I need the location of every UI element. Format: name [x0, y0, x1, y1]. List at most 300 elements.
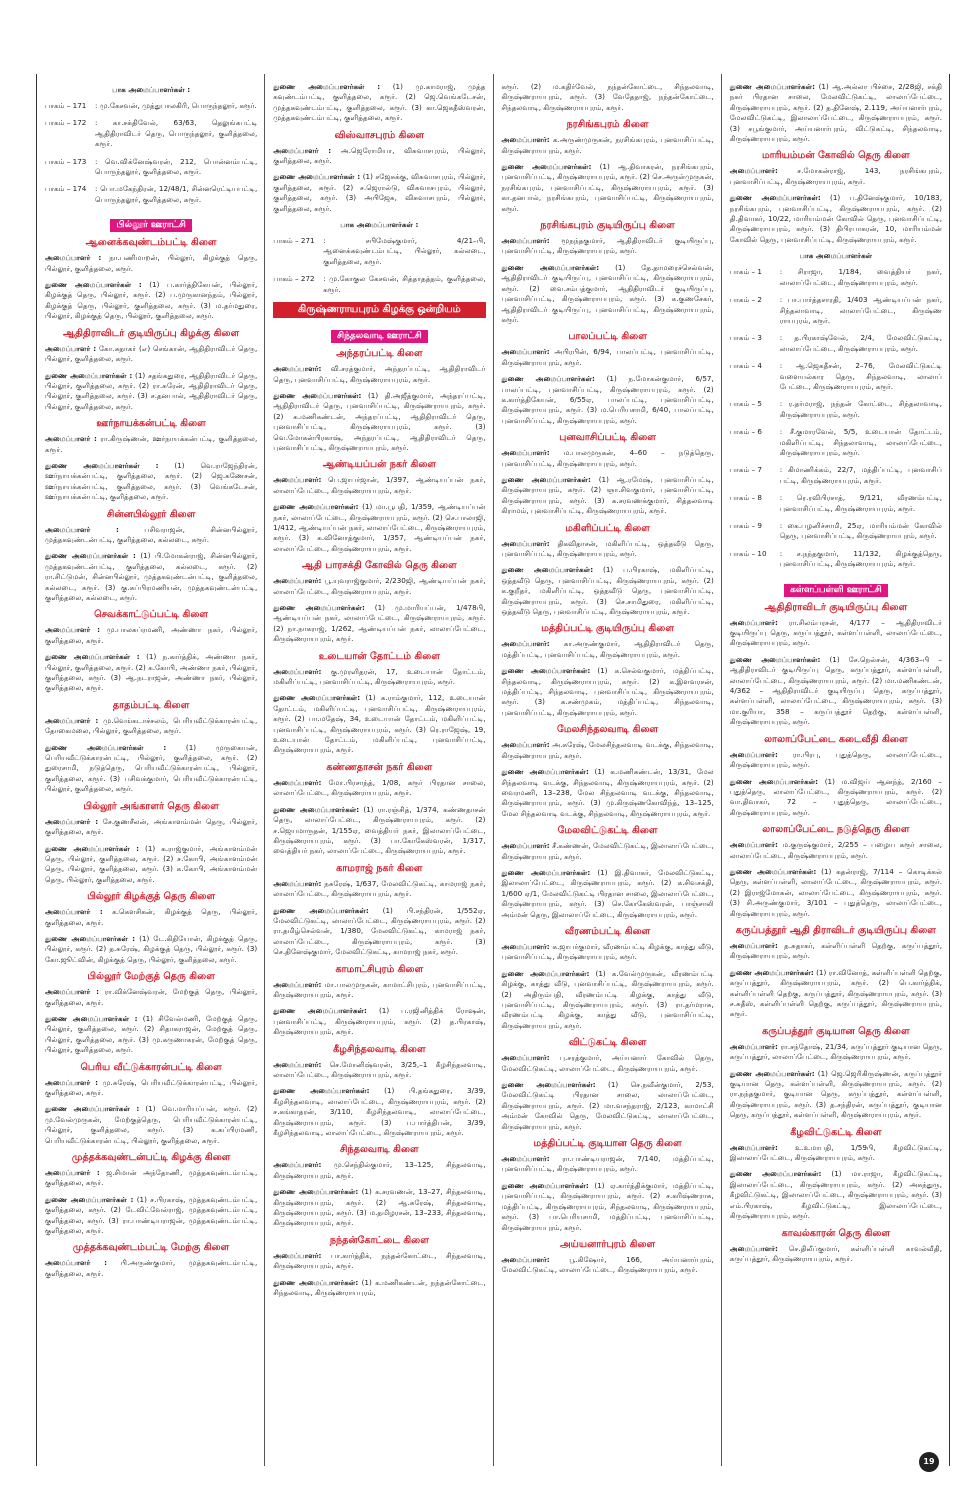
- organizer-details: ரா.சந்தோஷ், 21/34, கருப்பத்தூர் குடியான தெரு, கருப்பத்தூர், லாலாப்பேட்டை, கிருஷ்ணராயபுரம், கரூர்.: [729, 1041, 942, 1062]
- organizer-details: மு.வெங்கடாச்சலம், பெரியவீட்டுக்காரன்பட்டி, தோகைமலை, பில்லூர், குளித்தலை, கரூர்.: [45, 715, 258, 736]
- booth-number: பாகம் – 174: [45, 184, 87, 194]
- role-label: அமைப்பாளர்:: [729, 940, 778, 950]
- role-label: அமைப்பாளர்:: [273, 1160, 322, 1170]
- organizer-entry: [45, 1078, 257, 1099]
- organizer-entry: [273, 82, 485, 124]
- organizer-entry: [45, 461, 257, 503]
- branch-heading: கண்ணதாசன் நகர் கிளை: [326, 761, 433, 773]
- organizer-details: பி.அருண்குமார், முத்தகவுண்டம்பட்டி, குளித்தலை, கரூர்.: [45, 1258, 258, 1278]
- organizer-entry: [45, 551, 257, 603]
- booth-number: பாகம் – 271: [273, 236, 315, 246]
- organizer-entry: [730, 618, 942, 649]
- booth-organizer-row: [730, 333, 942, 354]
- branch-heading: நரசிங்கபுரம் கிளை: [566, 119, 649, 131]
- organizer-entry: [273, 1086, 485, 1138]
- organizer-entry: [273, 778, 485, 799]
- organizer-entry: [273, 502, 485, 554]
- branch-heading: நந்தன்கோட்டை கிளை: [329, 1234, 429, 1246]
- organizer-entry: [273, 879, 485, 900]
- role-label: துணை அமைப்பாளர்கள் :: [45, 280, 142, 290]
- organizer-entry: [273, 667, 485, 688]
- role-label: அமைப்பாளர் :: [45, 907, 103, 917]
- organizer-entry: [730, 82, 942, 144]
- organizer-entry: [502, 135, 714, 156]
- organizer-entry: [502, 82, 714, 113]
- organizer-details: (1) சிவேல்மணி, மேற்குத் தெரு, பில்லூர், குளித்தலை, கரூர். (2) சிதாகராஜன், மேற்குத் தெரு, பில்லூர், குளித்தலை, கரூர். (3) மு.கருணாகரன், மேற்குத் தெரு, பில்லூர், குளித்தலை, கரூர்.: [45, 1013, 258, 1055]
- role-label: துணை அமைப்பாளர்கள்:: [501, 867, 591, 877]
- branch-heading: மேலவிட்டுகட்டி கிளை: [557, 825, 658, 837]
- panchayat-label: [45, 212, 257, 232]
- organizer-details: ரா.விக்னேஷ்வரன், மேற்குத் தெரு, பில்லூர், குளித்தலை, கரூர்.: [45, 987, 258, 1007]
- organizer-details: அ.சுரேஷ், மேலசிந்தலவாடி வடக்கு, சிந்தலவாடி, கிருஷ்ணராயபுரம், கரூர்.: [501, 740, 714, 760]
- role-label: அமைப்பாளர் :: [45, 816, 99, 826]
- role-label: அமைப்பாளர்:: [501, 841, 550, 851]
- organizer-entry: [45, 934, 257, 965]
- organizer-details: (1) சே.நெல்சன், 4/363–பி – ஆதிதிராவிடர் குடியிருப்பு தெரு, கருப்பத்தூர், கள்ளப்பள்ளி, லாலாப்பேட்டை, கிருஷ்ணராயபுரம், கரூர். (2) மா.மணிகண்டன், 4/362 – ஆதிதிராவிடர் குடியிருப்பு தெரு, கருப்பத்தூர், கள்ளப்பள்ளி, லாலாப்பேட்டை, கிருஷ்ணராயபுரம், கரூர். (3) மா.குரியா, 358 – கருப்பத்தூர் தெற்கு, கள்ளப்பள்ளி, கிருஷ்ணராயபுரம், கரூர்.: [729, 654, 942, 727]
- role-label: அமைப்பாளர்:: [273, 576, 322, 586]
- newspaper-page: [36, 74, 950, 1466]
- organizer-details: பெ.ஜாபர்ஜான், 1/397, ஆண்டியப்பன் நகர், லாலாப்பேட்டை, கிருஷ்ணராயபுரம், கரூர்.: [273, 475, 486, 495]
- organizer-entry: [502, 969, 714, 1031]
- role-label: அமைப்பாளர்:: [273, 475, 322, 485]
- organizer-details: செ.திலீப்குமார், கள்ளிப்பள்ளி காவல்வீதி, கருப்பத்தூர், கிருஷ்ணராயபுரம், கரூர்.: [729, 1243, 942, 1263]
- organizer-entry: [45, 434, 257, 455]
- organizer-entry: [273, 980, 485, 1001]
- organizer-entry: [502, 639, 714, 660]
- role-label: அமைப்பாளர்:: [273, 364, 322, 374]
- role-label: அமைப்பாளர் :: [45, 343, 97, 353]
- booth-number: பாகம் – 173: [45, 156, 87, 166]
- branch-heading: ஆதிதிராவிடர் குடியிருப்பு கிளை: [764, 601, 908, 613]
- booth-organizer-details: : கை.பழனிச்சாமி, 25ஏ, மாரியம்மன் கோவில் தெரு, புனவாசிப்பட்டி, கிருஷ்ணராயபுரம், கரூர்.: [779, 521, 942, 541]
- role-label: அமைப்பாளர்:: [729, 749, 778, 759]
- organizer-details: (1) ரா.ரஞ்சித், 1/374, கண்ணதாசன் தெரு, லாலாப்பேட்டை, கிருஷ்ணராயபுரம், கரூர். (2) ச.ஜெயமாருதன், 1/155ஏ, வைத்தியர் நகர், இலாலாப்பேட்டை, கிருஷ்ணராயபுரம், கரூர். (3) பா.கோகேஸ்வரன், 1/317, வைத்தியர் நகர், லாலாப்பேட்டை, கிருஷ்ணராயபுரம், கரூர்.: [273, 804, 486, 856]
- branch-heading: புனவாசிப்பட்டி கிளை: [559, 432, 656, 444]
- booth-organizer-details: : சபிமேஷ்குமார், 4/21–பி, ஆனைக்கவுண்டம்பட்டி, பில்லூர், கல்லடை, குளித்தலை, கரூர்.: [323, 236, 486, 266]
- organizer-details: ம.குருஷ்குமார், 2/255 – பழைய கரூர் சாலை, லாலாப்பேட்டை, கிருஷ்ணராயபுரம், கரூர்.: [729, 840, 942, 860]
- section-subheading: பாக அமைப்பாளர்கள் :: [340, 220, 419, 230]
- branch-heading: லாலாப்பேட்டை நடுத்தெரு கிளை: [762, 824, 910, 836]
- organizer-entry: [273, 805, 485, 857]
- booth-number: பாகம் – 9: [729, 521, 762, 530]
- role-label: துணை அமைப்பாளர்கள்:: [501, 968, 590, 978]
- role-label: அமைப்பாளர்:: [729, 1142, 778, 1152]
- role-label: துணை அமைப்பாளர்கள்:: [273, 390, 362, 400]
- role-label: துணை அமைப்பாளர்கள்:: [501, 262, 600, 272]
- role-label: துணை அமைப்பாளர்கள்:: [273, 1086, 370, 1096]
- organizer-entry: [273, 146, 485, 167]
- organizer-details: (1) க.ராஜ்குமார், அங்காளம்மன் தெரு, பில்லூர், குளித்தலை, கரூர். (2) ச.கோபி, அங்காளம்மன் தெரு, பில்லூர், குளித்தலை, கரூர். (3) க.கோபி, அங்காளம்மன் தெரு, பில்லூர், குளித்தலை, கரூர்.: [45, 843, 258, 884]
- role-label: அமைப்பாளர்:: [501, 941, 550, 951]
- organizer-details: (1) க.மணிகண்டன், 13/31, மேல சிந்தலவாடி வடக்கு, சிந்தலவாடி, கிருஷ்ணராயபுரம், கரூர். (2) வைரமணி, 13–238, மேல சிந்தலவாடி வடக்கு, சிந்தலவாடி, கிருஷ்ணராயபுரம், கரூர். (3) மு.கிருஷ்ணகோவிந்த், 13–125, மேல சிந்தலவாடி வடக்கு, சிந்தலவாடி, கிருஷ்ணராயபுரம், கரூர்.: [501, 767, 714, 818]
- section-subheading: பாக அமைப்பாளர்கள் :: [112, 85, 191, 94]
- organizer-details: (1) தி.அஜீத்குமார், அந்தரப்பட்டி, ஆதிதிராவிடர் தெரு, புனவாசிப்பட்டி, கிருஷ்ணராயபுரம், கரூர். (2) க.மணிகண்டன், அந்தரப்பட்டி, ஆதிதிராவிடர் தெரு, புனவாசிப்பட்டி, கிருஷ்ணராயபுரம், கரூர். (3) வெ.மோகன்பிரகாஷ், அந்தரப்பட்டி, ஆதிதிராவிடர் தெரு, புனவாசிப்பட்டி, கிருஷ்ணராயபுரம், கரூர்.: [273, 390, 486, 452]
- organizer-entry: [730, 193, 942, 245]
- role-label: துணை அமைப்பாளர்கள் :: [45, 843, 139, 853]
- branch-heading: முத்தக்கவுண்டம்பட்டி மேற்கு கிளை: [72, 1242, 230, 1254]
- branch-heading: விட்டுகட்டி கிளை: [568, 1037, 647, 1049]
- organizer-entry: [502, 1181, 714, 1233]
- booth-organizer-details: : ரெ.ரவிபிரசாத், 9/121, வீரணம்பட்டி, புனவாசிப்பட்டி, கிருஷ்ணராயபுரம், கரூர்.: [779, 493, 942, 513]
- organizer-entry: [730, 166, 942, 187]
- organizer-details: (1) ஆ.திவாகரன், நரசிங்கபுரம், புனவாசிப்பட்டி, கிருஷ்ணராயபுரம், கரூர். (2) செ.அருள்முருகன், நரசிங்கபுரம், புனவாசிப்பட்டி, கிருஷ்ணராயபுரம், கரூர். (3) கா.தனபால், நரசிங்கபுரம், புனவாசிப்பட்டி, கிருஷ்ணராயபுரம், கரூர்.: [501, 162, 714, 213]
- branch-heading: காமாட்சிபுரம் கிளை: [335, 963, 424, 975]
- organizer-entry: [45, 253, 257, 274]
- branch-heading: மகிளிப்பட்டி கிளை: [565, 522, 650, 534]
- role-label: அமைப்பாளர்:: [501, 538, 550, 548]
- role-label: துணை அமைப்பாளர்கள்:: [501, 666, 591, 676]
- booth-organizer-row: [730, 465, 942, 486]
- organizer-details: (1) சதங்கதுரை, ஆதிதிராவிடர் தெரு, பில்லூர், குளித்தலை, கரூர். (2) ரா.சுரேன், ஆதிதிராவிடர் தெரு, பில்லூர், குளித்தலை, கரூர். (3) ச.தனபால், ஆதிதிராவிடர் தெரு, பில்லூர், குளித்தலை, கரூர்.: [45, 370, 258, 411]
- organizer-details: கு.முரளிதரன், 17, உடையான் தோட்டம், மகிளிப்பட்டி, புனவாசிப்பட்டி, கிருஷ்ணராயபுரம், கரூர்.: [273, 666, 486, 687]
- organizer-entry: [730, 1143, 942, 1164]
- role-label: துணை அமைப்பாளர்கள் :: [45, 551, 136, 561]
- booth-organizer-row: [730, 399, 942, 420]
- organizer-entry: [502, 263, 714, 325]
- booth-number: பாகம் – 7: [729, 465, 762, 475]
- organizer-entry: [273, 1006, 485, 1037]
- role-label: துணை அமைப்பாளர்கள் :: [45, 1013, 138, 1023]
- organizer-details: (1) க.மணிகண்டன், நந்தன்கோட்டை, சிந்தலவாடி, கிருஷ்ணராயபுரம்,: [273, 1277, 486, 1298]
- organizer-details: க.கௌசிகன், கிழக்குத் தெரு, பில்லூர், குளித்தலை, கரூர்.: [45, 907, 258, 927]
- booth-number: பாகம் – 2: [729, 295, 762, 305]
- organizer-details: செ.மோனிஷ்வரன், 3/25,–1 கீழசிந்தலவாடி, லாலாப்பேட்டை, கிருஷ்ணராயபுரம், கரூர்.: [273, 1059, 486, 1079]
- organizer-details: பசிவராஜன், சின்னபில்லூர், முத்தகவுண்டன்பட்டி, குளித்தலை, கல்லடை, கரூர்.: [45, 524, 258, 544]
- organizer-entry: [730, 1169, 942, 1221]
- booth-organizer-details: : ர.தர்மராஜ், நந்தன் கோட்டை, சிந்தலாவாடி, கிருஷ்ணராயபுரம், கரூர்.: [779, 399, 942, 419]
- organizer-entry: [45, 716, 257, 737]
- column-4: [722, 74, 949, 1466]
- role-label: துணை அமைப்பாளர்கள்:: [729, 967, 814, 977]
- organizer-entry: [502, 448, 714, 469]
- booth-organizer-details: : கிமாணிக்கம், 22/7, மத்திப்பட்டி, புனவாசிப் பட்டி, கிருஷ்ணராயபுரம், கரூர்.: [779, 465, 942, 485]
- role-label: அமைப்பாளர்:: [729, 840, 778, 850]
- organizer-details: (1) ஏ.கார்த்திக்குமார், மத்திப்பட்டி, புனவாசிப்பட்டி, கிருஷ்ணராயபுரம், கரூர். (2) ச.கரிஷ்ணராசு, மத்திப்பட்டி, கிருஷ்ணராயபுரம், சிந்தலவாடி, கிருஷ்ணராயபுரம், கரூர். (3) பா.பெரியசாமி, மத்திப்பட்டி, புனவாசிப்பட்டி, கிருஷ்ணராயபுரம், கரூர்.: [501, 1180, 714, 1232]
- organizer-details: (1) வெ.ராஜேந்திரன், ஊர்நாயக்கன்பட்டி, குளித்தலை, கரூர். (2) ஜெ.கணேசன், ஊர்நாயக்கன்பட்டி, குளித்தலை, கரூர். (3) வெங்கடேசன், ஊர்நாயக்கன்பட்டி, குளித்தலை, கரூர்.: [45, 460, 258, 502]
- organizer-entry: [502, 236, 714, 257]
- role-label: அமைப்பாளர்:: [501, 1154, 550, 1164]
- organizer-details: நா.பணிமாறன், பில்லூர், கிழக்குத் தெரு, பில்லூர், குளித்தலை, கரூர்.: [45, 253, 258, 273]
- booth-organizer-row: [273, 274, 485, 295]
- role-label: துணை அமைப்பாளர்கள்:: [273, 502, 359, 512]
- organizer-details: (1) ப.கார்த்திகேயன், பில்லூர், கிழக்குத் தெரு, பில்லூர், கரூர். (2) ப.முருகானந்தம், பில்லூர், கிழக்குத் தெரு, பில்லூர், குளித்தலை, கரூர். (3) ம.தர்மதுரை, பில்லூர், கிழக்குத் தெரு, பில்லூர், குளித்தலை, கரூர்.: [45, 280, 258, 321]
- organizer-entry: [45, 1104, 257, 1146]
- role-label: துணை அமைப்பாளர்கள்:: [501, 162, 592, 172]
- organizer-entry: [730, 968, 942, 1020]
- role-label: அமைப்பாளர்:: [501, 236, 550, 246]
- branch-heading: வீரணம்பட்டி கிளை: [564, 925, 651, 937]
- organizer-entry: [730, 867, 942, 919]
- organizer-details: (1) க.வேல்முருகன், வீரணம்பட்டி கிழக்கு, காத்து வீடு, புனவாசிப்பட்டி, கிருஷ்ணராயபுரம், கரூர். (2) அதிரும்பதி, வீரணம்பட்டி கிழக்கு, காத்து வீடு, புனவாசிப்பட்டி, கிருஷ்ணராயபுரம், கரூர். (3) ரா.தர்மராசு, வீரணம்பட்டி கிழக்கு, காத்து வீடு, புனவாசிப்பட்டி, கிருஷ்ணராயபுரம், கரூர்.: [501, 968, 714, 1030]
- organizer-details: மு.சுரேஷ், பெரியவீட்டுக்காரன்பட்டி, பில்லூர், குளித்தலை, கரூர்.: [45, 1077, 258, 1097]
- organizer-entry: [273, 1187, 485, 1229]
- booth-organizer-row: [730, 361, 942, 392]
- branch-heading: நரசிங்கபுரம் குடியிருப்பு கிளை: [540, 220, 675, 232]
- role-label: துணை அமைப்பாளர்கள் :: [45, 933, 136, 943]
- booth-organizer-details: : த.பிரகாஷ்வேல், 2/4, மேலவிட்டுகட்டி, லாலாப்பேட்டை, கிருஷ்ணராயபுரம், கரூர்.: [779, 333, 942, 353]
- organizer-details: (1) மா.ராஜா, கீழவிட்டுகட்டி, இலாலாப்பேட்டை, கிருஷ்ணராயபுரம், கரூர். (2) அசுந்துரு, கீழவிட்டுகட்டி, இலாலாப்பேட்டை, கிருஷ்ணராயபுரம், கரூர். (3) எம்.பிரகாஷ், கீழவிட்டுகட்டி, இலாலாப்பேட்டை, கிருஷ்ணராயபுரம், கரூர்.: [729, 1169, 942, 1221]
- role-label: துணை அமைப்பாளர்கள்:: [729, 193, 821, 203]
- role-label: துணை அமைப்பாளர்கள்:: [273, 1277, 359, 1287]
- organizer-entry: [45, 1168, 257, 1189]
- organizer-details: திகவிதாசன், மகிளிப்பட்டி, ஒத்தவீடு தெரு, புனவாசிப்பட்டி, கிருஷ்ணராயபுரம், கரூர்.: [501, 538, 714, 558]
- organizer-details: மு.செந்தில்குமார், 13–125, சிந்தலவாடி, கிருஷ்ணராயபுரம், கரூர்.: [273, 1160, 486, 1180]
- booth-organizer-row: [730, 295, 942, 326]
- role-label: துணை அமைப்பாளர்கள்:: [273, 905, 369, 915]
- booth-organizer-details: : கா.சக்திவேல், 63/63, தெலுங்கபட்டி ஆதிதிராவிடர் தெரு, பொருந்தலூர், குளித்தலை, கரூர்.: [95, 118, 258, 149]
- organizer-entry: [502, 767, 714, 819]
- branch-heading: விஸ்வாசபுரம் கிளை: [334, 129, 425, 141]
- organizer-details: (1) ஆ.அல்லா பிச்சை, 2/28ஜி, சக்தி நகர் பிரதான சாலை, மேலவிட்டுகட்டி, லாலாப்பேட்டை, கிருஷ்ணராயபுரம், கரூர். (2) த.தினேஷ், 2.119, அய்யனார்புரம், மேலவிட்டுகட்டி, இலாலாப்பேட்டை, கிருஷ்ணராயபுரம், கரூர். (3) சபூங்குமார், அய்யனார்புரம், விட்டுகட்டி, சிந்தலவாடி, கிருஷ்ணராயபுரம், கரூர்.: [729, 82, 942, 144]
- organizer-details: (1) ச.பிரகாஷ், முத்தகவுண்டம்பட்டி, குளித்தலை, கரூர். (2) டேவிட்வேல்ராஜ், முத்தகவுண்டம்பட்டி, குளித்தலை, கரூர். (3) ரா.பாண்டியராஜன், முத்தகவுண்டம்பட்டி, குளித்தலை, கரூர்.: [45, 1194, 258, 1236]
- organizer-details: பு.சரத்குமார், அய்யனார் கோவில் தெரு, மேலவிட்டுகட்டி, லாலாப்பேட்டை, கிருஷ்ணராயபுரம், கரூர்.: [501, 1053, 714, 1073]
- organizer-entry: [273, 576, 485, 597]
- organizer-entry: [273, 1160, 485, 1181]
- role-label: துணை அமைப்பாளர்கள்:: [729, 1169, 822, 1179]
- panchayat-label: [730, 577, 942, 597]
- branch-heading: ஆதி பாரசக்தி கோவில் தெரு கிளை: [301, 560, 457, 572]
- organizer-entry: [502, 1080, 714, 1132]
- role-label: அமைப்பாளர் :: [45, 625, 101, 635]
- booth-organizer-row: [273, 236, 485, 267]
- booth-organizer-row: [730, 427, 942, 458]
- branch-heading: ஆனைக்கவுண்டம்பட்டி கிளை: [85, 237, 217, 249]
- booth-organizer-row: [45, 184, 257, 205]
- organizer-entry: [45, 844, 257, 886]
- branch-heading: அந்தரப்பட்டி கிளை: [336, 348, 423, 360]
- organizer-details: (1) க.செல்வகுமார், மத்திப்பட்டி, சிந்தலவாடி, கிருஷ்ணராயபுரம், கரூர். (2) க.இளவரசன், மத்திப்பட்டி, சிந்தலவாடி, புனவாசிப்பட்டி, கிருஷ்ணராயபுரம், கரூர். (3) க.சண்முகம், மத்திப்பட்டி, சிந்தலவாடி, புனவாசிப்பட்டி, கிருஷ்ணராயபுரம், கரூர்.: [501, 666, 714, 717]
- role-label: அமைப்பாளர்:: [501, 448, 550, 458]
- role-label: துணை அமைப்பாளர்கள்:: [501, 565, 594, 575]
- branch-heading: தாதம்பட்டி கிளை: [112, 699, 190, 711]
- organizer-details: மு.பாலசுப்ரமணி, அண்ணா நகர், பில்லூர், குளித்தலை, கரூர்.: [45, 625, 258, 645]
- role-label: துணை அமைப்பாளர்கள் :: [273, 172, 361, 182]
- organizer-entry: [273, 475, 485, 496]
- role-label: துணை அமைப்பாளர்கள் :: [273, 82, 381, 91]
- role-label: துணை அமைப்பாளர்கள்:: [273, 804, 360, 814]
- organizer-details: (1) ஆ.ரமேஷ், புனவாசிப்பட்டி, கிருஷ்ணராயபுரம், கரூர். (2) ஞா.சிவகுமார், புனவாசிப்பட்டி, கிருஷ்ணராயபுரம், கரூர். (3) க.சரவணக்குமார், சித்தலவாடி கிராமம், புனவாசிப்பட்டி, கிருஷ்ணராயபுரம், கரூர்.: [501, 474, 714, 516]
- role-label: துணை அமைப்பாளர்கள்:: [729, 654, 821, 664]
- booth-organizer-row: [45, 101, 257, 111]
- booth-organizer-details: : சிராஜா, 1/184, வைத்தியர் நகர், லாலாப்பேட்டை, கிருஷ்ணராயபுரம், கரூர்.: [779, 267, 942, 287]
- organizer-entry: [502, 868, 714, 920]
- organizer-entry: [730, 777, 942, 819]
- organizer-entry: [502, 740, 714, 761]
- page-number: 19: [919, 1452, 939, 1472]
- organizer-entry: [502, 162, 714, 214]
- organizer-entry: [45, 987, 257, 1008]
- organizer-details: மூநந்தகுமார், ஆதிதிராவிடர் குடியிருப்பு, புனவாசிப்பட்டி, கிருஷ்ணராயபுரம், கரூர்.: [501, 236, 714, 256]
- union-banner: கிருஷ்ணராயபுரம் கிழக்கு ஒன்றியம்: [273, 302, 485, 318]
- role-label: அமைப்பாளர்:: [501, 135, 550, 145]
- role-label: அமைப்பாளர் :: [45, 434, 97, 444]
- role-label: அமைப்பாளர்:: [273, 1059, 322, 1069]
- organizer-details: ரா.பாண்டியராஜன், 7/140, மத்திப்பட்டி, புனவாசிப்பட்டி, கிருஷ்ணராயபுரம், கரூர்.: [501, 1154, 714, 1174]
- role-label: அமைப்பாளர்:: [729, 166, 778, 176]
- organizer-details: பூ.யுவராஜ்குமார், 2/230ஜி, ஆண்டியப்பன் நகர், லாலாப்பேட்டை, கிருஷ்ணராயபுரம், கரூர்.: [273, 576, 486, 596]
- role-label: அமைப்பாளர்:: [273, 777, 322, 787]
- role-label: துணை அமைப்பாளர்கள்:: [273, 693, 361, 703]
- organizer-entry: [730, 750, 942, 771]
- organizer-details: (1) இ.திவாகர், மேலவிட்டுகட்டி, இலாலாப்பேட்டை, கிருஷ்ணராயபுரம், கரூர். (2) க.சிவசக்தி, 1/600 ஏ/1, மேலவிட்டுகட்டி பிரதான சாலை, இலாலாப்பேட்டை, கிருஷ்ணராயபுரம், கரூர். (3) செ.கோகேஸ்வரன், பாஞ்சாலி அம்மன் தெரு, இலாலாப்பேட்டை, கிருஷ்ணராயபுரம், கரூர்.: [501, 867, 714, 919]
- organizer-details: கா.அருண்குமார், ஆதிதிராவிடர் தெரு, மத்திப்பட்டி, புனவாசிப்பட்டி, கிருஷ்ணராயபுரம், கரூர்.: [501, 639, 714, 659]
- organizer-entry: [502, 347, 714, 368]
- role-label: துணை அமைப்பாளர்கள்:: [729, 82, 815, 91]
- branch-heading: பெரிய வீட்டுக்காரன்பட்டி கிளை: [80, 1061, 222, 1073]
- role-label: துணை அமைப்பாளர்கள்:: [501, 1080, 596, 1090]
- column-3: [494, 74, 722, 1466]
- organizer-entry: [273, 364, 485, 385]
- organizer-details: (1) பி.தங்கதுரை, 3/39, கீழசிந்தலவாடி, லாலாப்பேட்டை, கிருஷ்ணராயபுரம், கரூர். (2) ச.கங்காதரன், 3/110, கீழசிந்தலவாடி, லாலாப்பேட்டை, கிருஷ்ணராயபுரம், கரூர். (3) ப.பார்த்திபன், 3/39, கீழசிந்தலவாடி, லாலாப்பேட்டை, கிருஷ்ணராயபுரம், கரூர்.: [273, 1086, 486, 1138]
- organizer-details: மா.பாலமுருகன், காமாட்சிபுரம், புனவாசிப்பட்டி, கிருஷ்ணராயபுரம், கரூர்.: [273, 979, 486, 999]
- booth-organizer-details: : ஆ.ஜெகதீசன், 2–76, மேலவிட்டுகட்டி வளையல்கார தெரு, சிந்தலவாடி, லாலாப் பேட்டை, கிருஷ்ணராயபுரம், கரூர்.: [779, 361, 942, 391]
- booth-organizer-details: : ச.நந்தகுமார், 11/132, கிழக்குத்தெரு, புனவாசிப்பட்டி, கிருஷ்ணராயபுரம், கரூர்.: [779, 548, 942, 569]
- branch-heading: பில்லூர் கிழக்குத் தெரு கிளை: [87, 891, 216, 903]
- organizer-details: (1) முருகையன், பெரியவீட்டுக்காரன்பட்டி, பில்லூர், குளித்தலை, கரூர். (2) துரைசாமி, நடுத்தெரு, பெரியவீட்டுக்காரன்பட்டி, பில்லூர், குளித்தலை, கரூர். (3) பசிவக்குமார், பெரியவீட்டுக்காரன்பட்டி, பில்லூர், குளித்தலை, கரூர்.: [45, 742, 258, 794]
- organizer-entry: [730, 840, 942, 861]
- role-label: துணை அமைப்பாளர்கள்:: [273, 603, 365, 612]
- role-label: துணை அமைப்பாளர்கள்:: [501, 1180, 589, 1190]
- role-label: துணை அமைப்பாளர்கள் :: [45, 370, 133, 380]
- organizer-entry: [730, 655, 942, 728]
- role-label: அமைப்பாளர் :: [45, 715, 99, 725]
- organizer-details: (1) ப.ரஜினித்திக் ரோஷன், புனவாசிப்பட்டி, கிருஷ்ணராயபுரம், கரூர். (2) த.பிரகாஷ், கிருஷ்ணராயபுரம், கரூர்.: [273, 1006, 486, 1037]
- role-label: அமைப்பாளர்:: [729, 1243, 778, 1253]
- role-label: துணை அமைப்பாளர்கள் :: [45, 652, 140, 662]
- organizer-entry: [273, 1278, 485, 1299]
- branch-heading: பில்லூர் அங்காளர் தெரு கிளை: [83, 800, 219, 812]
- organizer-entry: [273, 1251, 485, 1272]
- role-label: அமைப்பாளர் :: [45, 253, 102, 263]
- organizer-entry: [502, 1053, 714, 1074]
- organizer-entry: [273, 603, 485, 645]
- organizer-details: ஜ.சிமான் அந்தோணி, முத்தகவுண்டம்பட்டி, குளித்தலை, கரூர்.: [45, 1168, 258, 1188]
- organizer-details: (1) டே.கிதியோன், கிழக்குத் தெரு, பில்லூர், கரூர். (2) த.சுரேஷ், கிழக்குத் தெரு, பில்லூர், கரூர். (3) கோ.ஜூட்வின், கிழக்குத் தெரு, பில்லூர், குளித்தலை, கரூர்.: [45, 933, 258, 964]
- organizer-entry: [502, 1255, 714, 1276]
- role-label: அமைப்பாளர்:: [273, 666, 322, 676]
- booth-organizer-row: [730, 521, 942, 542]
- organizer-details: (1) கதன்ராஜ், 7/114 – கொடிக்கல் தெரு, கள்ளப்பள்ளி, லாலாப்பேட்டை, கிருஷ்ணராயபுரம், கரூர். (2) இராஜ்மோகன், லாலாப்பேட்டை, கிருஷ்ணராயபுரம், கரூர். (3) சி.அருண்குமார், 3/101 – புதுத்தெரு, லாலாப்பேட்டை, கிருஷ்ணராயபுரம், கரூர்.: [729, 866, 942, 918]
- organizer-details: க.அருண்முருகன், நரசிங்கபுரம், புனவாசிப்பட்டி, கிருஷ்ணராயபுரம், கரூர்.: [501, 135, 714, 155]
- branch-heading: சிந்தலவாடி கிளை: [340, 1144, 419, 1156]
- role-label: அமைப்பாளர்:: [273, 878, 322, 888]
- organizer-details: ரா.பிரபு, புதுத்தெரு, லாலாப்பேட்டை, கிருஷ்ணராயபுரம், கரூர்.: [729, 749, 942, 770]
- organizer-details: ரா.கிருஷ்ணன், ஊர்நாயக்கன்பட்டி, குளித்தலை, கரூர்.: [45, 434, 258, 454]
- branch-heading: மேலசிந்தலவாடி கிளை: [557, 724, 659, 736]
- organizer-details: பூ.கிஷோர், 166, அய்யனார்புரம், மேலவிட்டுகட்டி, லாலாப்பேட்டை, கிருஷ்ணராயபுரம், கரூர்.: [501, 1254, 714, 1275]
- booth-number: பாகம் – 6: [729, 427, 762, 437]
- organizer-details: சீ.கண்ணன், மேலவிட்டுகட்டி, இலாலாப்பேட்டை, கிருஷ்ணராயபுரம், கரூர்.: [501, 841, 714, 861]
- booth-number: பாகம் – 10: [729, 548, 767, 558]
- organizer-entry: [730, 1069, 942, 1121]
- organizer-details: மோ.பிரசாந்த், 1/08, கரூர் பிரதான சாலை, லாலாப்பேட்டை, கிருஷ்ணராயபுரம், கரூர்.: [273, 777, 486, 798]
- booth-organizer-row: [45, 157, 257, 178]
- booth-organizer-details: : பொ.மகேந்திரன், 12/48/1, சின்னரெட்டியபட்டி, பொருந்தலூர், குளித்தலை, கரூர்.: [95, 184, 258, 204]
- booth-organizer-details: : வெ.விக்னேஷ்வரன், 212, பொன்னம்பட்டி, பொருந்தலூர், குளித்தலை, கரூர்.: [95, 156, 258, 177]
- panchayat-label-text: சிந்தலவாடி ஊராட்சி: [331, 330, 428, 343]
- organizer-entry: [502, 1154, 714, 1175]
- organizer-details: (1) பி.சந்திரன், 1/552ஏ, மேலவிட்டுகட்டி, லாலாப்பேட்டை, கிருஷ்ணராயபுரம், கரூர். (2) ரா.தமிழ்செல்வன், 1/380, மேலவிட்டுகட்டி, காமராஜ் நகர், லாலாப்பேட்டை, கிருஷ்ணராயபுரம், கரூர். (3) செ.தினேஷ்குமார், மேலவிட்டுகட்டி, காமராஜ் நகர், கரூர்.: [273, 905, 486, 957]
- branch-heading: காவல்காரன் தெரு கிளை: [781, 1227, 891, 1239]
- booth-number: பாகம் – 272: [273, 274, 315, 284]
- organizer-details: உ.உமாபதி, 1/59பி, கீழவிட்டுகட்டி, இலாலாப்பேட்டை, கிருஷ்ணராயபுரம், கரூர்.: [729, 1142, 942, 1163]
- organizer-details: (1) பி.மோகன்ராஜ், சின்னபில்லூர், முத்தகவுண்டன்பட்டி, குளித்தலை, கல்லடை, கரூர். (2) ரா.சிட்டுமன், சின்னபில்லூர், முத்தகவுண்டன்பட்டி, குளித்தலை, கல்லடை, கரூர். (3) கு.சுப்பிரமணியன், முத்தகவுண்டன்பட்டி, குளித்தலை, கல்லடை, கரூர்.: [45, 551, 258, 602]
- role-label: அமைப்பாளர்:: [273, 979, 322, 989]
- branch-heading: முத்தக்கவுண்டன்பட்டி கிழக்கு கிளை: [71, 1152, 231, 1164]
- organizer-entry: [45, 344, 257, 365]
- organizer-details: (1) மா.பூபதி, 1/359, ஆண்டியப்பன் நகர், லாலாப்பேட்டை, கிருஷ்ணராயபுரம், கரூர். (2) செ.பாலாஜி, 1/412, ஆண்டியப்பன் நகர், லாலாப்பேட்டை, கிருஷ்ணராயபுரம், கரூர். (3) க.வினோத்குமார், 1/357, ஆண்டியப்பன் நகர், லாலாப்பேட்டை, கிருஷ்ணராயபுரம், கரூர்.: [273, 502, 486, 553]
- branch-heading: லாலாப்பேட்டை கடைவீதி கிளை: [764, 733, 908, 745]
- role-label: அமைப்பாளர் :: [45, 1258, 107, 1268]
- role-label: துணை அமைப்பாளர்கள்:: [501, 474, 591, 484]
- organizer-entry: [273, 1060, 485, 1081]
- organizer-details: த.சுதாகர், கள்ளிப்பள்ளி தெற்கு, கருப்பத்தூர், கிருஷ்ணராயபுரம், கரூர்.: [729, 940, 942, 961]
- organizer-entry: [273, 391, 485, 453]
- organizer-details: (1) மு.மாரியப்பன், 1/478பி, ஆண்டியப்பன் நகர், லாலாப்பேட்டை, கிருஷ்ணராயபுரம், கரூர். (2) நா.நாகராஜ், 1/262, ஆண்டியப்பன் நகர், லாலாப்பேட்டை, கிருஷ்ணராயபுரம், கரூர்.: [273, 603, 486, 644]
- organizer-details: (1) ந.மோகன்குமார், 6/57, பாலப்பட்டி, புனவாசிப்பட்டி, கிருஷ்ணராயபுரம், கரூர். (2) க.கார்த்திகேயன், 6/55ஏ, பாலப்பட்டி, புனவாசிப்பட்டி, கிருஷ்ணராயபுரம், கரூர். (3) ம.பெரியசாமி, 6/40, பாலப்பட்டி, புனவாசிப்பட்டி, கிருஷ்ணராயபுரம், கரூர்.: [501, 374, 714, 425]
- organizer-details: கரூர். (2) ம.கதிர்வேல், நந்தன்கோட்டை, சிந்தலவாடி, கிருஷ்ணராயபுரம், கரூர். (3) வேதேதாஜ், நந்தன்கோட்டை, சிந்தலவாடி, கிருஷ்ணராயபுரம், கரூர்.: [501, 82, 714, 112]
- organizer-entry: [45, 525, 257, 546]
- organizer-details: பா.கார்த்திக், நந்தன்கோட்டை, சிந்தலவாடி, கிருஷ்ணராயபுரம், கரூர்.: [273, 1250, 486, 1271]
- role-label: அமைப்பாளர் :: [273, 145, 332, 155]
- organizer-details: (1) வெ.மாரியப்பன், கரூர். (2) மு.வேல்முருகன், மேற்குத்தெரு, பெரியவீட்டுக்காரன்பட்டி, பில்லூர், குளித்தலை, கரூர். (3) க.சுப்பிரமணி, பெரியவீட்டுக்காரன்பட்டி, பில்லூர், குளித்தலை, கரூர்.: [45, 1104, 258, 1145]
- branch-heading: சின்னபில்லூர் கிளை: [106, 508, 196, 520]
- organizer-entry: [45, 907, 257, 928]
- organizer-entry: [273, 906, 485, 958]
- organizer-entry: [273, 693, 485, 755]
- organizer-entry: [502, 374, 714, 426]
- organizer-entry: [502, 539, 714, 560]
- organizer-entry: [45, 817, 257, 838]
- section-subheading: பாக அமைப்பாளர்கள்: [799, 251, 873, 261]
- organizer-entry: [45, 1014, 257, 1056]
- organizer-details: கோ.சுதாகர் (எ) செங்கான், ஆதிதிராவிடர் தெரு, பில்லூர், குளித்தலை, கரூர்.: [45, 343, 258, 364]
- organizer-details: ம.பாலமுருகன், 4–60 – நடுத்தெரு, புனவாசிப்பட்டி, கிருஷ்ணராயபுரம், கரூர்.: [501, 448, 714, 468]
- role-label: துணை அமைப்பாளர்கள்:: [729, 776, 819, 786]
- branch-heading: பாலப்பட்டி கிளை: [568, 331, 647, 343]
- role-label: துணை அமைப்பாளர்கள் :: [45, 1194, 134, 1204]
- booth-organizer-row: [730, 493, 942, 514]
- organizer-details: (1) சஜேசுக்கு, விசுவாசபுரம், பில்லூர், குளித்தலை, கரூர். (2) ச.ஜெரால்டு, விசுவாசபுரம், பில்லூர், குளித்தலை, கரூர். (3) அபிஜேசு, விசுவாசபுரம், பில்லூர், குளித்தலை, கரூர்.: [273, 172, 486, 213]
- role-label: அமைப்பாளர்:: [729, 617, 778, 627]
- role-label: அமைப்பாளர்:: [501, 639, 550, 649]
- role-label: அமைப்பாளர்:: [501, 347, 550, 357]
- branch-heading: உடையான் தோட்டம் கிளை: [318, 650, 441, 662]
- organizer-entry: [730, 941, 942, 962]
- organizer-details: க.ஜாபர்குமார், வீரணம்பட்டி கிழக்கு, காத்து வீடு, புனவாசிப்பட்டி, கிருஷ்ணராயபுரம், கரூர்.: [501, 941, 714, 962]
- organizer-details: (1) ம.விஜய் ஆனந்த், 2/160 – புதுத்தெரு, லாலாப்பேட்டை, கிருஷ்ணராயபுரம், கரூர். (2) வா.திவாகர், 72 – புதுத்தெரு, லாலாப்பேட்டை, கிருஷ்ணராயபுரம், கரூர்.: [729, 776, 943, 817]
- role-label: அமைப்பாளர்:: [273, 1250, 322, 1260]
- branch-heading: செவக்காட்டுப்பட்டி கிளை: [94, 609, 209, 621]
- branch-heading: ஆண்டியப்பன் நகர் கிளை: [322, 459, 437, 471]
- panchayat-label: [273, 323, 485, 343]
- branch-heading: கீழவிட்டுகட்டி கிளை: [790, 1126, 882, 1138]
- branch-heading: கருப்பத்தூர் குடியான தெரு கிளை: [762, 1025, 910, 1037]
- booth-organizer-row: [730, 549, 942, 570]
- branch-heading: கீழசிந்தலவாடி கிளை: [333, 1043, 426, 1055]
- branch-heading: ஊர்நாயக்கன்பட்டி கிளை: [96, 418, 206, 430]
- role-label: துணை அமைப்பாளர்கள்:: [273, 1187, 359, 1197]
- organizer-details: அ.ஜெரோமியா, விசுவாசபுரம், பில்லூர், குளித்தலை, கரூர்.: [273, 145, 486, 166]
- organizer-entry: [45, 371, 257, 413]
- organizer-details: ரா.சிலம்பரசன், 4/177 – ஆதிதிராவிடர் குடியிருப்பு தெரு, கருப்பத்தூர், கள்ளப்பள்ளி, லாலாப்பேட்டை, கிருஷ்ணராயபுரம், கரூர்.: [729, 617, 942, 648]
- branch-heading: மத்திப்பட்டி குடியிருப்பு கிளை: [541, 623, 675, 635]
- role-label: துணை அமைப்பாளர்கள்:: [729, 1068, 815, 1078]
- role-label: அமைப்பாளர்:: [501, 1053, 550, 1063]
- booth-number: பாகம் – 3: [729, 333, 762, 343]
- branch-heading: ஆதிதிராவிடர் குடியிருப்பு கிழக்கு கிளை: [62, 327, 240, 339]
- branch-heading: கருப்பத்தூர் ஆதி திராவிடர் குடியிருப்பு கிளை: [735, 924, 936, 936]
